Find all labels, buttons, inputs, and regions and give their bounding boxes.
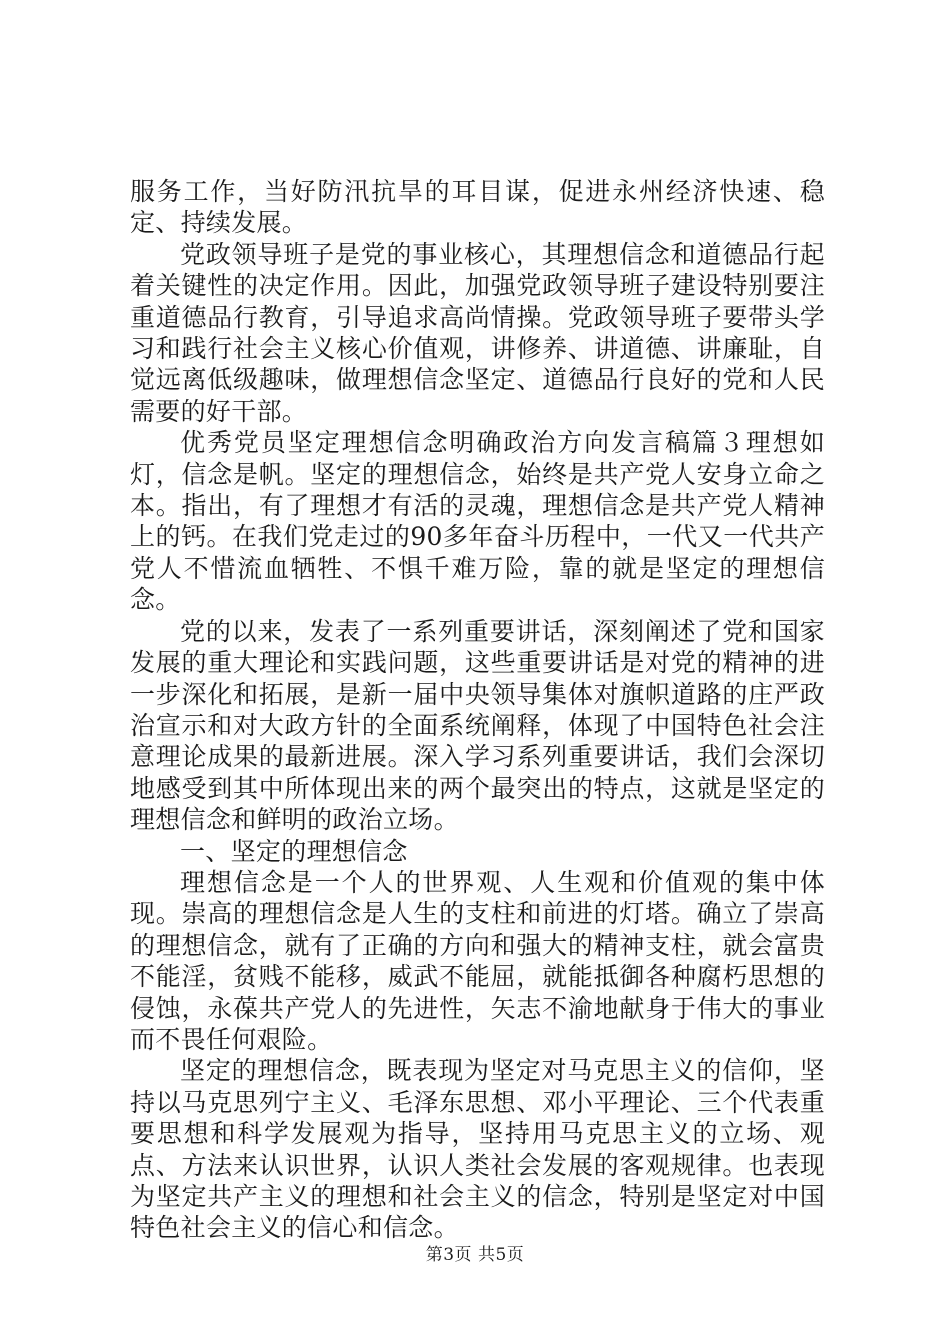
paragraph: 党政领导班子是党的事业核心，其理想信念和道德品行起着关键性的决定作用。因此，加强党政领导班子建设特别要注重道德品行教育，引导追求高尚情操。党政领导班子要带头学习和践行社会主义核心价值观，讲修养、讲道德、讲廉耻，自觉远离低级趣味，做理想信念坚定、道德品行良好的党和人民需要的好干部。 [130, 239, 825, 426]
paragraph: 优秀党员坚定理想信念明确政治方向发言稿篇３理想如灯，信念是帆。坚定的理想信念，始终是共产党人安身立命之本。指出，有了理想才有活的灵魂，理想信念是共产党人精神上的钙。在我们党走过的90多年奋斗历程中，一代又一代共产党人不惜流血牺牲、不惧千难万险，靠的就是坚定的理想信念。 [130, 428, 825, 615]
paragraph: 党的以来，发表了一系列重要讲话，深刻阐述了党和国家发展的重大理论和实践问题，这些重要讲话是对党的精神的进一步深化和拓展，是新一届中央领导集体对旗帜道路的庄严政治宣示和对大政方针的全面系统阐释，体现了中国特色社会注意理论成果的最新进展。深入学习系列重要讲话，我们会深切地感受到其中所体现出来的两个最突出的特点，这就是坚定的理想信念和鲜明的政治立场。 [130, 616, 825, 835]
paragraph: 坚定的理想信念，既表现为坚定对马克思主义的信仰，坚持以马克思列宁主义、毛泽东思想、邓小平理论、三个代表重要思想和科学发展观为指导，坚持用马克思主义的立场、观点、方法来认识世界，认识人类社会发展的客观规律。也表现为坚定共产主义的理想和社会主义的信念，特别是坚定对中国特色社会主义的信心和信念。 [130, 1056, 825, 1243]
page-number-footer: 第3页 共5页 [425, 1245, 525, 1265]
paragraph-continuation: 服务工作，当好防汛抗旱的耳目谋，促进永州经济快速、稳定、持续发展。 [130, 177, 825, 238]
section-heading: 一、坚定的理想信念 [180, 836, 408, 866]
document-body [130, 176, 825, 1244]
paragraph: 理想信念是一个人的世界观、人生观和价值观的集中体现。崇高的理想信念是人生的支柱和前进的灯塔。确立了崇高的理想信念，就有了正确的方向和强大的精神支柱，就会富贵不能淫，贫贱不能移，威武不能屈，就能抵御各种腐朽思想的侵蚀，永葆共产党人的先进性，矢志不渝地献身于伟大的事业而不畏任何艰险。 [130, 867, 825, 1054]
